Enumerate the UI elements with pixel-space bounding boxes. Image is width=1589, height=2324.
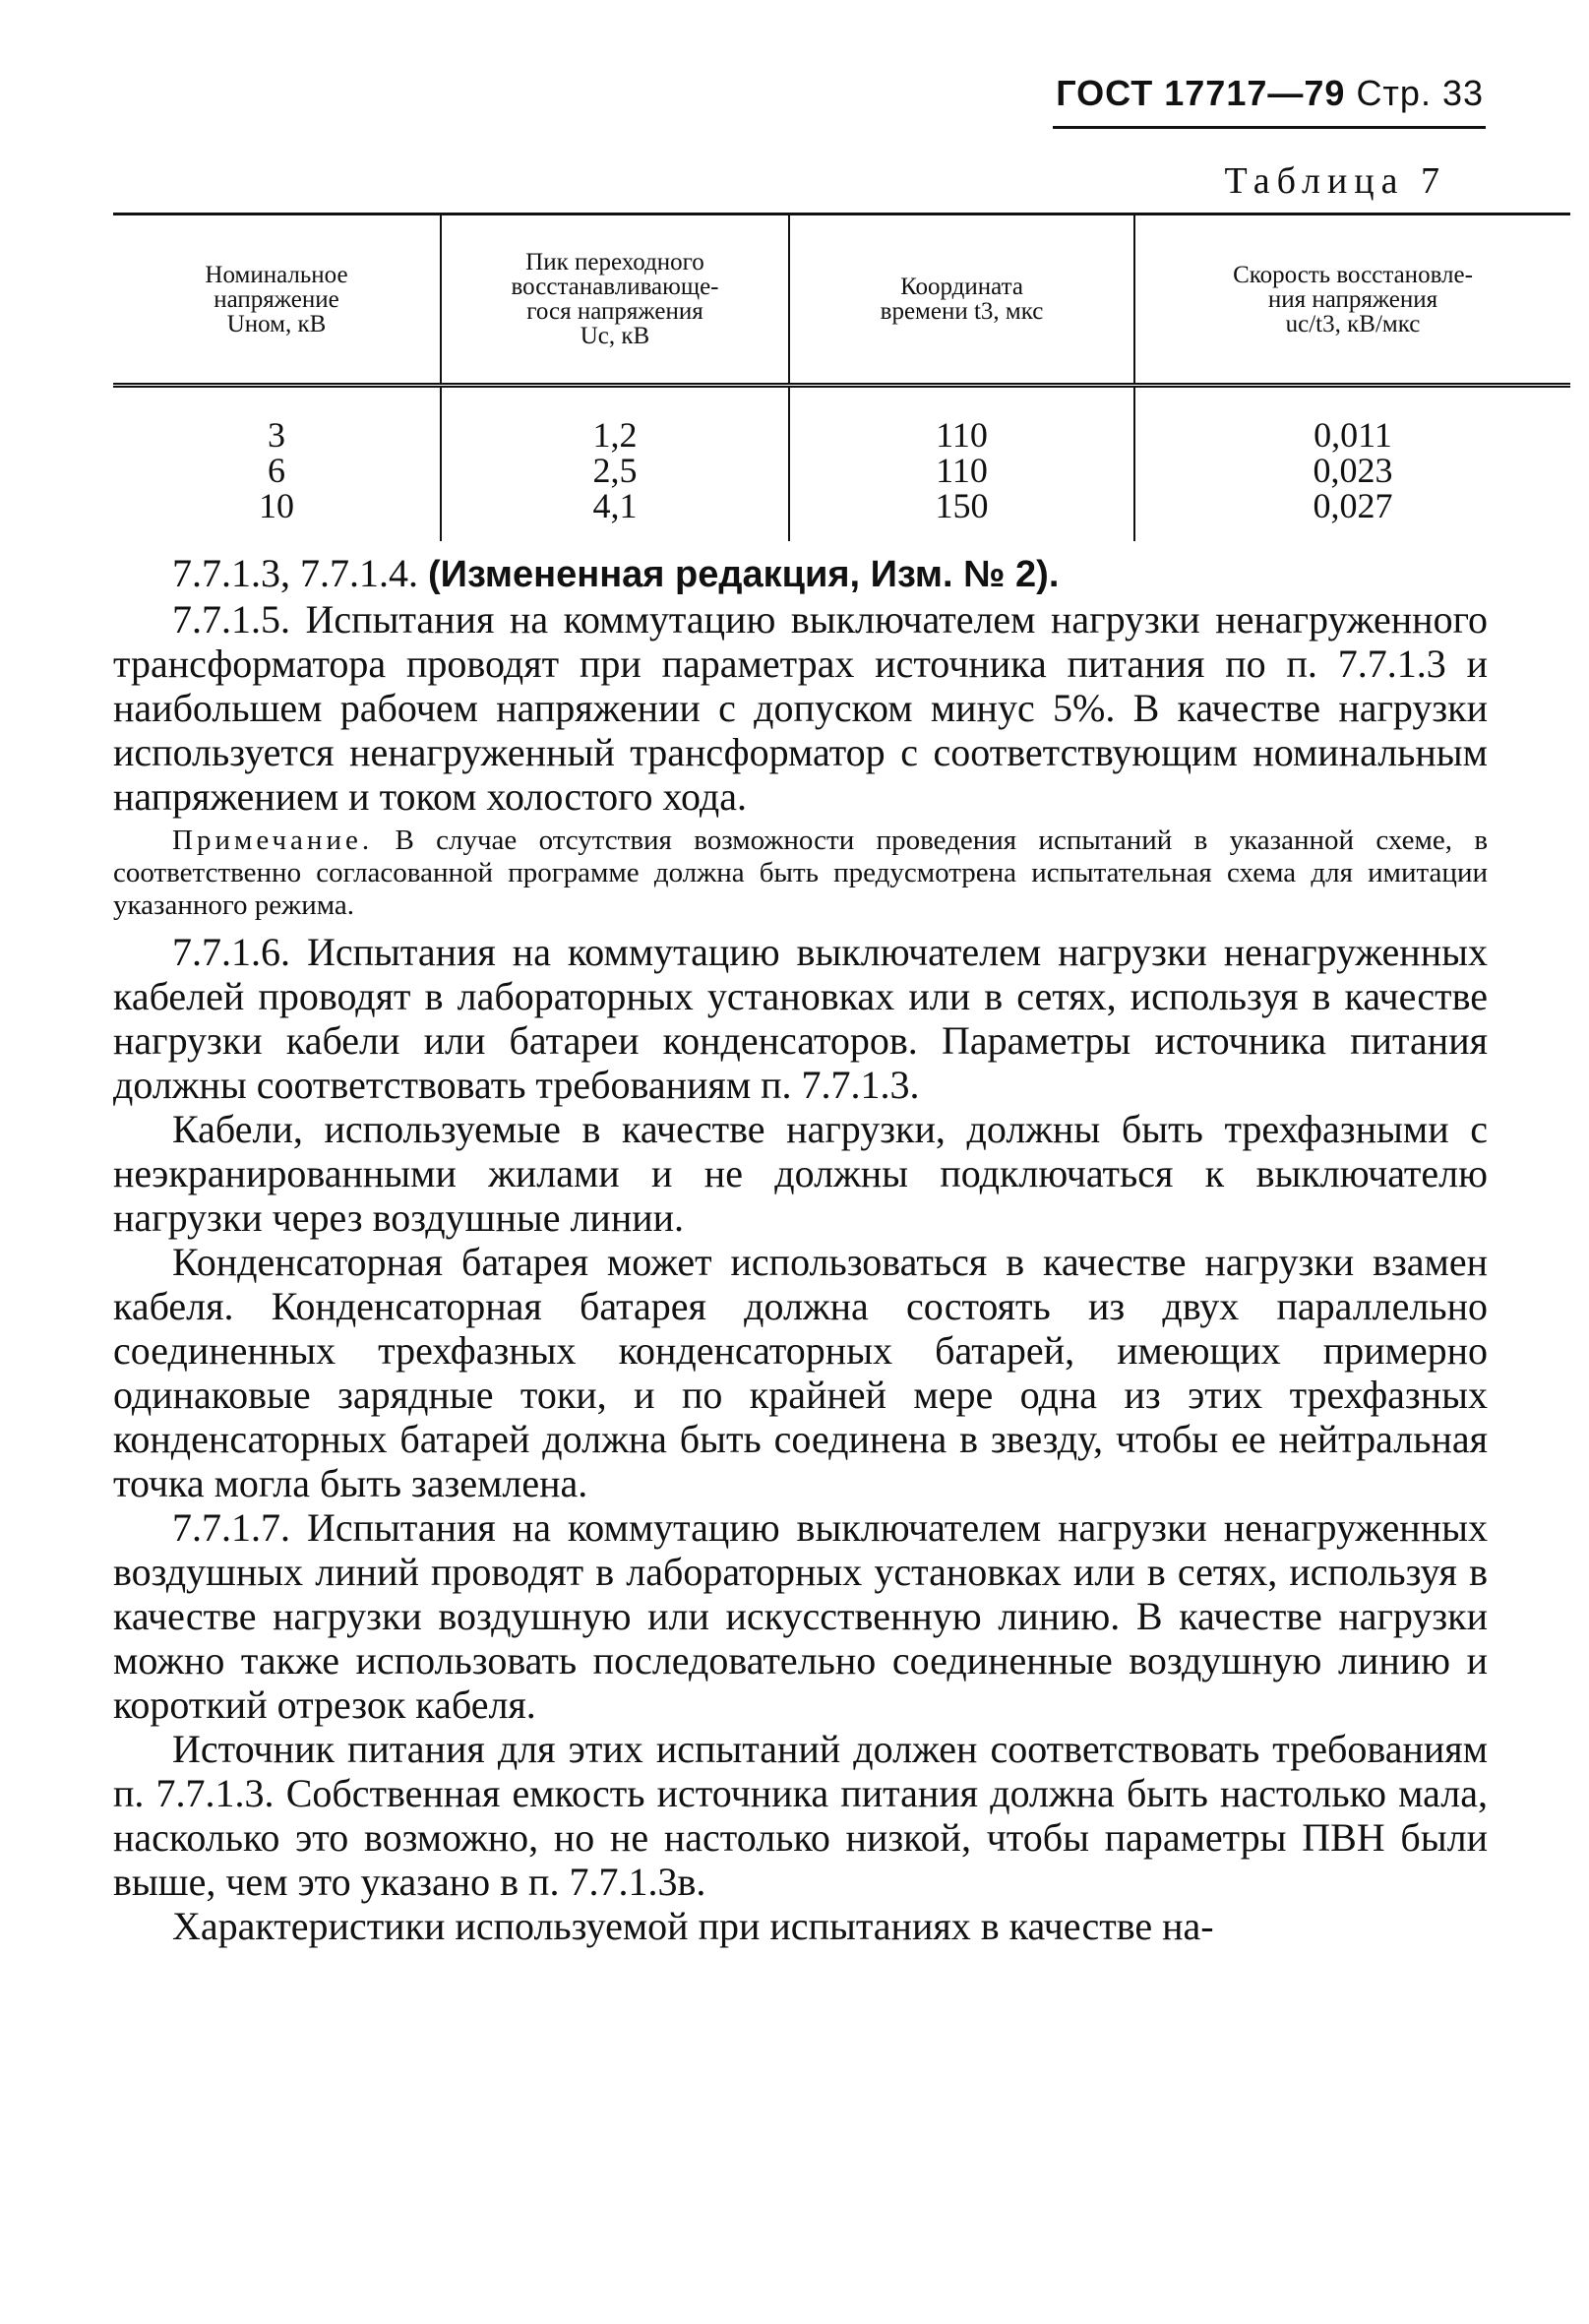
- col-trv-peak-values: 1,2 2,5 4,1: [441, 386, 789, 542]
- col-header-recovery-rate: Скорость восстановле- ния напряжения uс/t3, кВ/мкс: [1134, 214, 1570, 386]
- table-caption: Таблица 7: [1224, 160, 1446, 202]
- paragraph-characteristics: Характеристики используемой при испытаниях в качестве на-: [172, 1904, 1214, 1948]
- paragraph-cables: Кабели, используемые в качестве нагрузки, должны быть трехфазными с неэкранированными жилами и не должны подключаться к выключателю нагрузки через воздушные линии.: [113, 1107, 1488, 1240]
- col-recovery-rate-values: 0,011 0,023 0,027: [1134, 386, 1570, 542]
- col-nominal-voltage-values: 3 6 10: [259, 415, 294, 525]
- col-header-nominal-voltage: Номинальное напряжение Uном, кВ: [205, 261, 348, 337]
- table-7: [113, 213, 1486, 541]
- header-rule: [1053, 126, 1486, 129]
- standard-number: ГОСТ 17717—79: [1056, 73, 1346, 113]
- note-text: В случае отсутствия возможности проведения испытаний в указанной схеме, в соответственно согласованной программе должна быть предусмотрена испытательная схема для имитации указанного режима.: [113, 825, 1489, 921]
- col-header-time-coordinate: Координата времени t3, мкс: [789, 214, 1134, 386]
- amendment-ref: 7.7.1.3, 7.7.1.4.: [172, 551, 418, 595]
- note: [113, 825, 1488, 922]
- paragraph-7-7-1-7: 7.7.1.7. Испытания на коммутацию выключателем нагрузки ненагруженных воздушных линий проводят в лабораторных установках или в сетях, используя в качестве нагрузки воздушную или искусственную линию. В качестве нагрузки можно также использовать последовательно соединенные воздушную линию и короткий отрезок кабеля.: [113, 1505, 1488, 1727]
- note-label: Примечание.: [172, 825, 374, 856]
- paragraph-7-7-1-6: 7.7.1.6. Испытания на коммутацию выключателем нагрузки ненагруженных кабелей проводят в лабораторных установках или в сетях, используя в качестве нагрузки кабели или батареи конденсаторов. Параметры источника питания должны соответствовать требованиям п. 7.7.1.3.: [113, 930, 1488, 1107]
- body-text: [113, 551, 1488, 1948]
- page-number: Стр. 33: [1356, 73, 1484, 113]
- col-header-trv-peak: Пик переходного восстанавливающе- гося напряжения Uс, кВ: [441, 214, 789, 386]
- data-table: [113, 213, 1570, 541]
- paragraph-capacitor: Конденсаторная батарея может использоваться в качестве нагрузки взамен кабеля. Конденсаторная батарея должна состоять из двух параллельно соединенных трехфазных конденсаторных батарей, имеющих примерно одинаковые зарядные токи, и по крайней мере одна из этих трехфазных конденсаторных батарей должна быть соединена в звезду, чтобы ее нейтральная точка могла быть заземлена.: [113, 1240, 1488, 1505]
- amendment-line: [113, 551, 1488, 597]
- amendment-note: (Измененная редакция, Изм. № 2).: [428, 554, 1060, 595]
- page-header: [1053, 73, 1484, 114]
- col-time-coordinate-values: 110 110 150: [789, 386, 1134, 542]
- table-body-row: [113, 386, 1570, 542]
- paragraph-7-7-1-5: 7.7.1.5. Испытания на коммутацию выключателем нагрузки ненагруженного трансформатора проводят при параметрах источника питания по п. 7.7.1.3 и наибольшем рабочем напряжении с допуском минус 5%. В качестве нагрузки используется ненагруженный трансформатор с соответствующим номинальным напряжением и током холостого хода.: [113, 597, 1488, 819]
- table-header-row: [113, 214, 1570, 386]
- paragraph-source: Источник питания для этих испытаний должен соответствовать требованиям п. 7.7.1.3. Собственная емкость источника питания должна быть настолько мала, насколько это возможно, но не настолько низкой, чтобы параметры ПВН были выше, чем это указано в п. 7.7.1.3в.: [113, 1727, 1488, 1904]
